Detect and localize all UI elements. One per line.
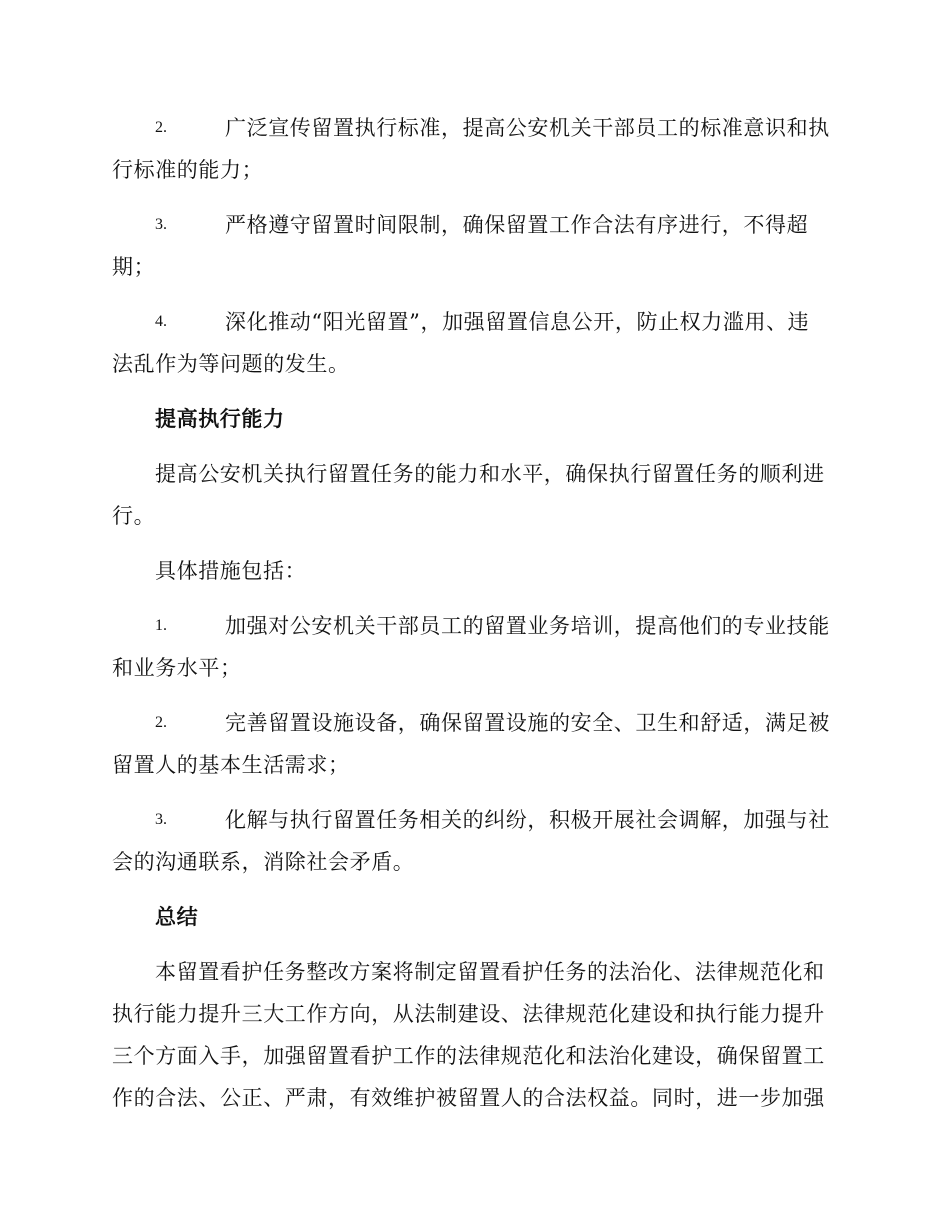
summary-line: 执行能力提升三大工作方向，从法制建设、法律规范化建设和执行能力提升 [112,1002,825,1026]
list-item-text: 化解与执行留置任务相关的纠纷，积极开展社会调解，加强与社 [225,808,830,832]
paragraph-text: 提高公安机关执行留置任务的能力和水平，确保执行留置任务的顺利进 [155,462,825,486]
list-item-text: 广泛宣传留置执行标准，提高公安机关干部员工的标准意识和执 [225,116,830,140]
list-item-text-continued: 和业务水平； [112,656,242,680]
list-item-number: 3. [155,811,167,828]
list-item-number: 2. [155,714,167,731]
list-item-number: 3. [155,216,167,233]
list-item-text: 完善留置设施设备，确保留置设施的安全、卫生和舒适，满足被 [225,711,830,735]
measures-intro: 具体措施包括： [155,559,307,583]
summary-line: 本留置看护任务整改方案将制定留置看护任务的法治化、法律规范化和 [155,960,825,984]
section-heading-summary: 总结 [155,905,199,929]
list-item-text: 加强对公安机关干部员工的留置业务培训，提高他们的专业技能 [225,614,830,638]
list-item-text: 深化推动“阳光留置”，加强留置信息公开，防止权力滥用、违 [225,310,810,334]
summary-line: 三个方面入手，加强留置看护工作的法律规范化和法治化建设，确保留置工 [112,1044,825,1068]
list-item-text-continued: 期； [112,255,156,279]
list-item-text-continued: 行标准的能力； [112,158,264,182]
list-item-text-continued: 留置人的基本生活需求； [112,753,350,777]
paragraph-text-continued: 行。 [112,504,156,528]
section-heading-execution: 提高执行能力 [155,407,285,431]
list-item-number: 1. [155,617,167,634]
list-item-number: 2. [155,119,167,136]
list-item-text: 严格遵守留置时间限制，确保留置工作合法有序进行，不得超 [225,213,809,237]
summary-line: 作的合法、公正、严肃，有效维护被留置人的合法权益。同时，进一步加强 [112,1086,825,1110]
list-item-text-continued: 会的沟通联系，消除社会矛盾。 [112,850,415,874]
list-item-number: 4. [155,313,167,330]
list-item-text-continued: 法乱作为等问题的发生。 [112,352,350,376]
